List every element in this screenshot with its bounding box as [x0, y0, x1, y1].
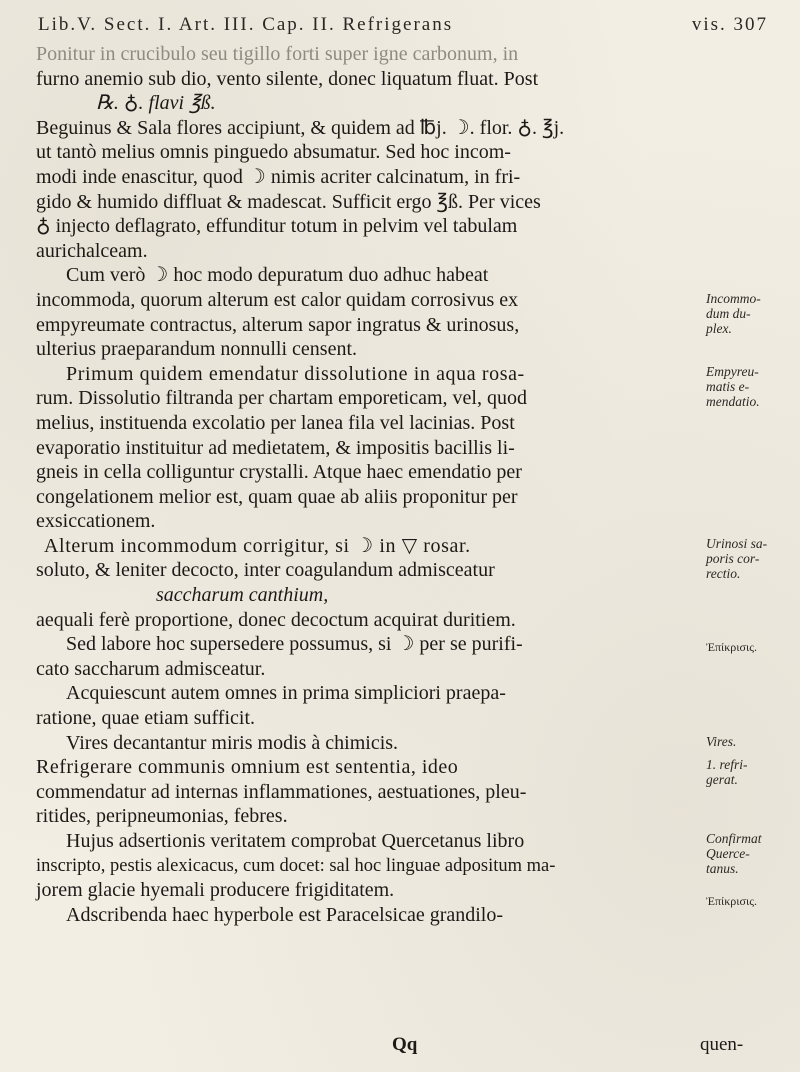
- text-line: gneis in cella colliguntur crystalli. Atque haec emendatio per: [36, 461, 522, 484]
- running-head-title: Lib.V. Sect. I. Art. III. Cap. II. Refrigerans: [38, 14, 454, 35]
- text-line: Primum quidem emendatur dissolutione in aqua rosa-: [66, 362, 525, 385]
- text-line: ut tantò melius omnis pinguedo absumatur. Sed hoc incom-: [36, 141, 511, 164]
- text-line: Hujus adsertionis veritatem comprobat Quercetanus libro: [66, 830, 525, 852]
- text-line: melius, instituenda excolatio per lanea fila vel lacinias. Post: [36, 411, 515, 434]
- text-line: modi inde enascitur, quod ☽ nimis acriter calcinatum, in fri-: [36, 165, 521, 188]
- margin-note: Urinosi sa- poris cor- rectio.: [706, 536, 768, 581]
- text-line: jorem glacie hyemali producere frigiditatem.: [36, 879, 395, 902]
- text-line: exsiccationem.: [36, 510, 156, 533]
- recipe-line: saccharum canthium,: [156, 584, 329, 607]
- catchword: quen-: [700, 1034, 744, 1055]
- text-line: gido & humido diffluat & madescat. Sufficit ergo ℥ß. Per vices: [36, 190, 541, 213]
- text-line: Refrigerare communis omnium est sententia, ideo: [36, 756, 459, 779]
- margin-note: Vires.: [706, 734, 737, 749]
- signature-mark: Qq: [392, 1034, 418, 1055]
- margin-note: Ἐπίκρισις.: [706, 640, 757, 654]
- text-line: Cum verò ☽ hoc modo depuratum duo adhuc habeat: [66, 264, 489, 287]
- text-line: ulterius praeparandum nonnulli censent.: [36, 338, 358, 361]
- text-line: Sed labore hoc supersedere possumus, si ☽ per se purifi-: [66, 633, 523, 656]
- text-line: rum. Dissolutio filtranda per chartam emporeticam, vel, quod: [36, 387, 527, 410]
- text-line: Alterum incommodum corrigitur, si ☽ in ▽ rosar.: [44, 534, 471, 557]
- margin-note: Empyreu- matis e- mendatio.: [706, 364, 760, 409]
- text-line: inscripto, pestis alexicacus, cum docet: sal hoc linguae adpositum ma-: [36, 855, 556, 876]
- text-line: Vires decantantur miris modis à chimicis.: [66, 731, 399, 754]
- margin-note: Ἐπίκρισις.: [706, 894, 757, 908]
- recipe-line: ℞. ♁. flavi ℥ß.: [96, 92, 216, 115]
- margin-note: 1. refri- gerat.: [706, 757, 748, 787]
- text-line: commendatur ad internas inflammationes, aestuationes, pleu-: [36, 780, 527, 803]
- text-line: ♁ injecto deflagrato, effunditur totum in pelvim vel tabulam: [36, 215, 518, 238]
- text-line: empyreumate contractus, alterum sapor ingratus & urinosus,: [36, 313, 520, 336]
- text-line: congelationem melior est, quam quae ab aliis proponitur per: [36, 485, 518, 508]
- margin-note: Confirmat Querce- tanus.: [706, 831, 762, 876]
- text-line: furno anemio sub dio, vento silente, donec liquatum fluat. Post: [36, 67, 539, 90]
- main-text-block: [36, 42, 702, 927]
- text-line: evaporatio instituitur ad medietatem, & impositis bacillis li-: [36, 436, 515, 459]
- text-line: soluto, & leniter decocto, inter coagulandum admisceatur: [36, 559, 495, 582]
- text-line: ritides, peripneumonias, febres.: [36, 805, 288, 828]
- text-line: incommoda, quorum alterum est calor quidam corrosivus ex: [36, 288, 519, 311]
- text-line: Beguinus & Sala flores accipiunt, & quidem ad ℔j. ☽. flor. ♁. ℥j.: [36, 116, 565, 139]
- page-number: vis. 307: [691, 14, 768, 35]
- running-header: [38, 14, 768, 36]
- text-line: aequali ferè proportione, donec decoctum acquirat duritiem.: [36, 608, 516, 631]
- text-line: Ponitur in crucibulo seu tigillo forti super igne carbonum, in: [36, 43, 519, 65]
- margin-note: Incommo- dum du- plex.: [706, 291, 761, 336]
- text-line: cato saccharum admisceatur.: [36, 657, 266, 680]
- text-line: Adscribenda haec hyperbole est Paracelsicae grandilo-: [66, 903, 504, 926]
- text-line: aurichalceam.: [36, 239, 148, 262]
- text-line: ratione, quae etiam sufficit.: [36, 707, 255, 730]
- text-line: Acquiescunt autem omnes in prima simpliciori praepa-: [66, 682, 506, 705]
